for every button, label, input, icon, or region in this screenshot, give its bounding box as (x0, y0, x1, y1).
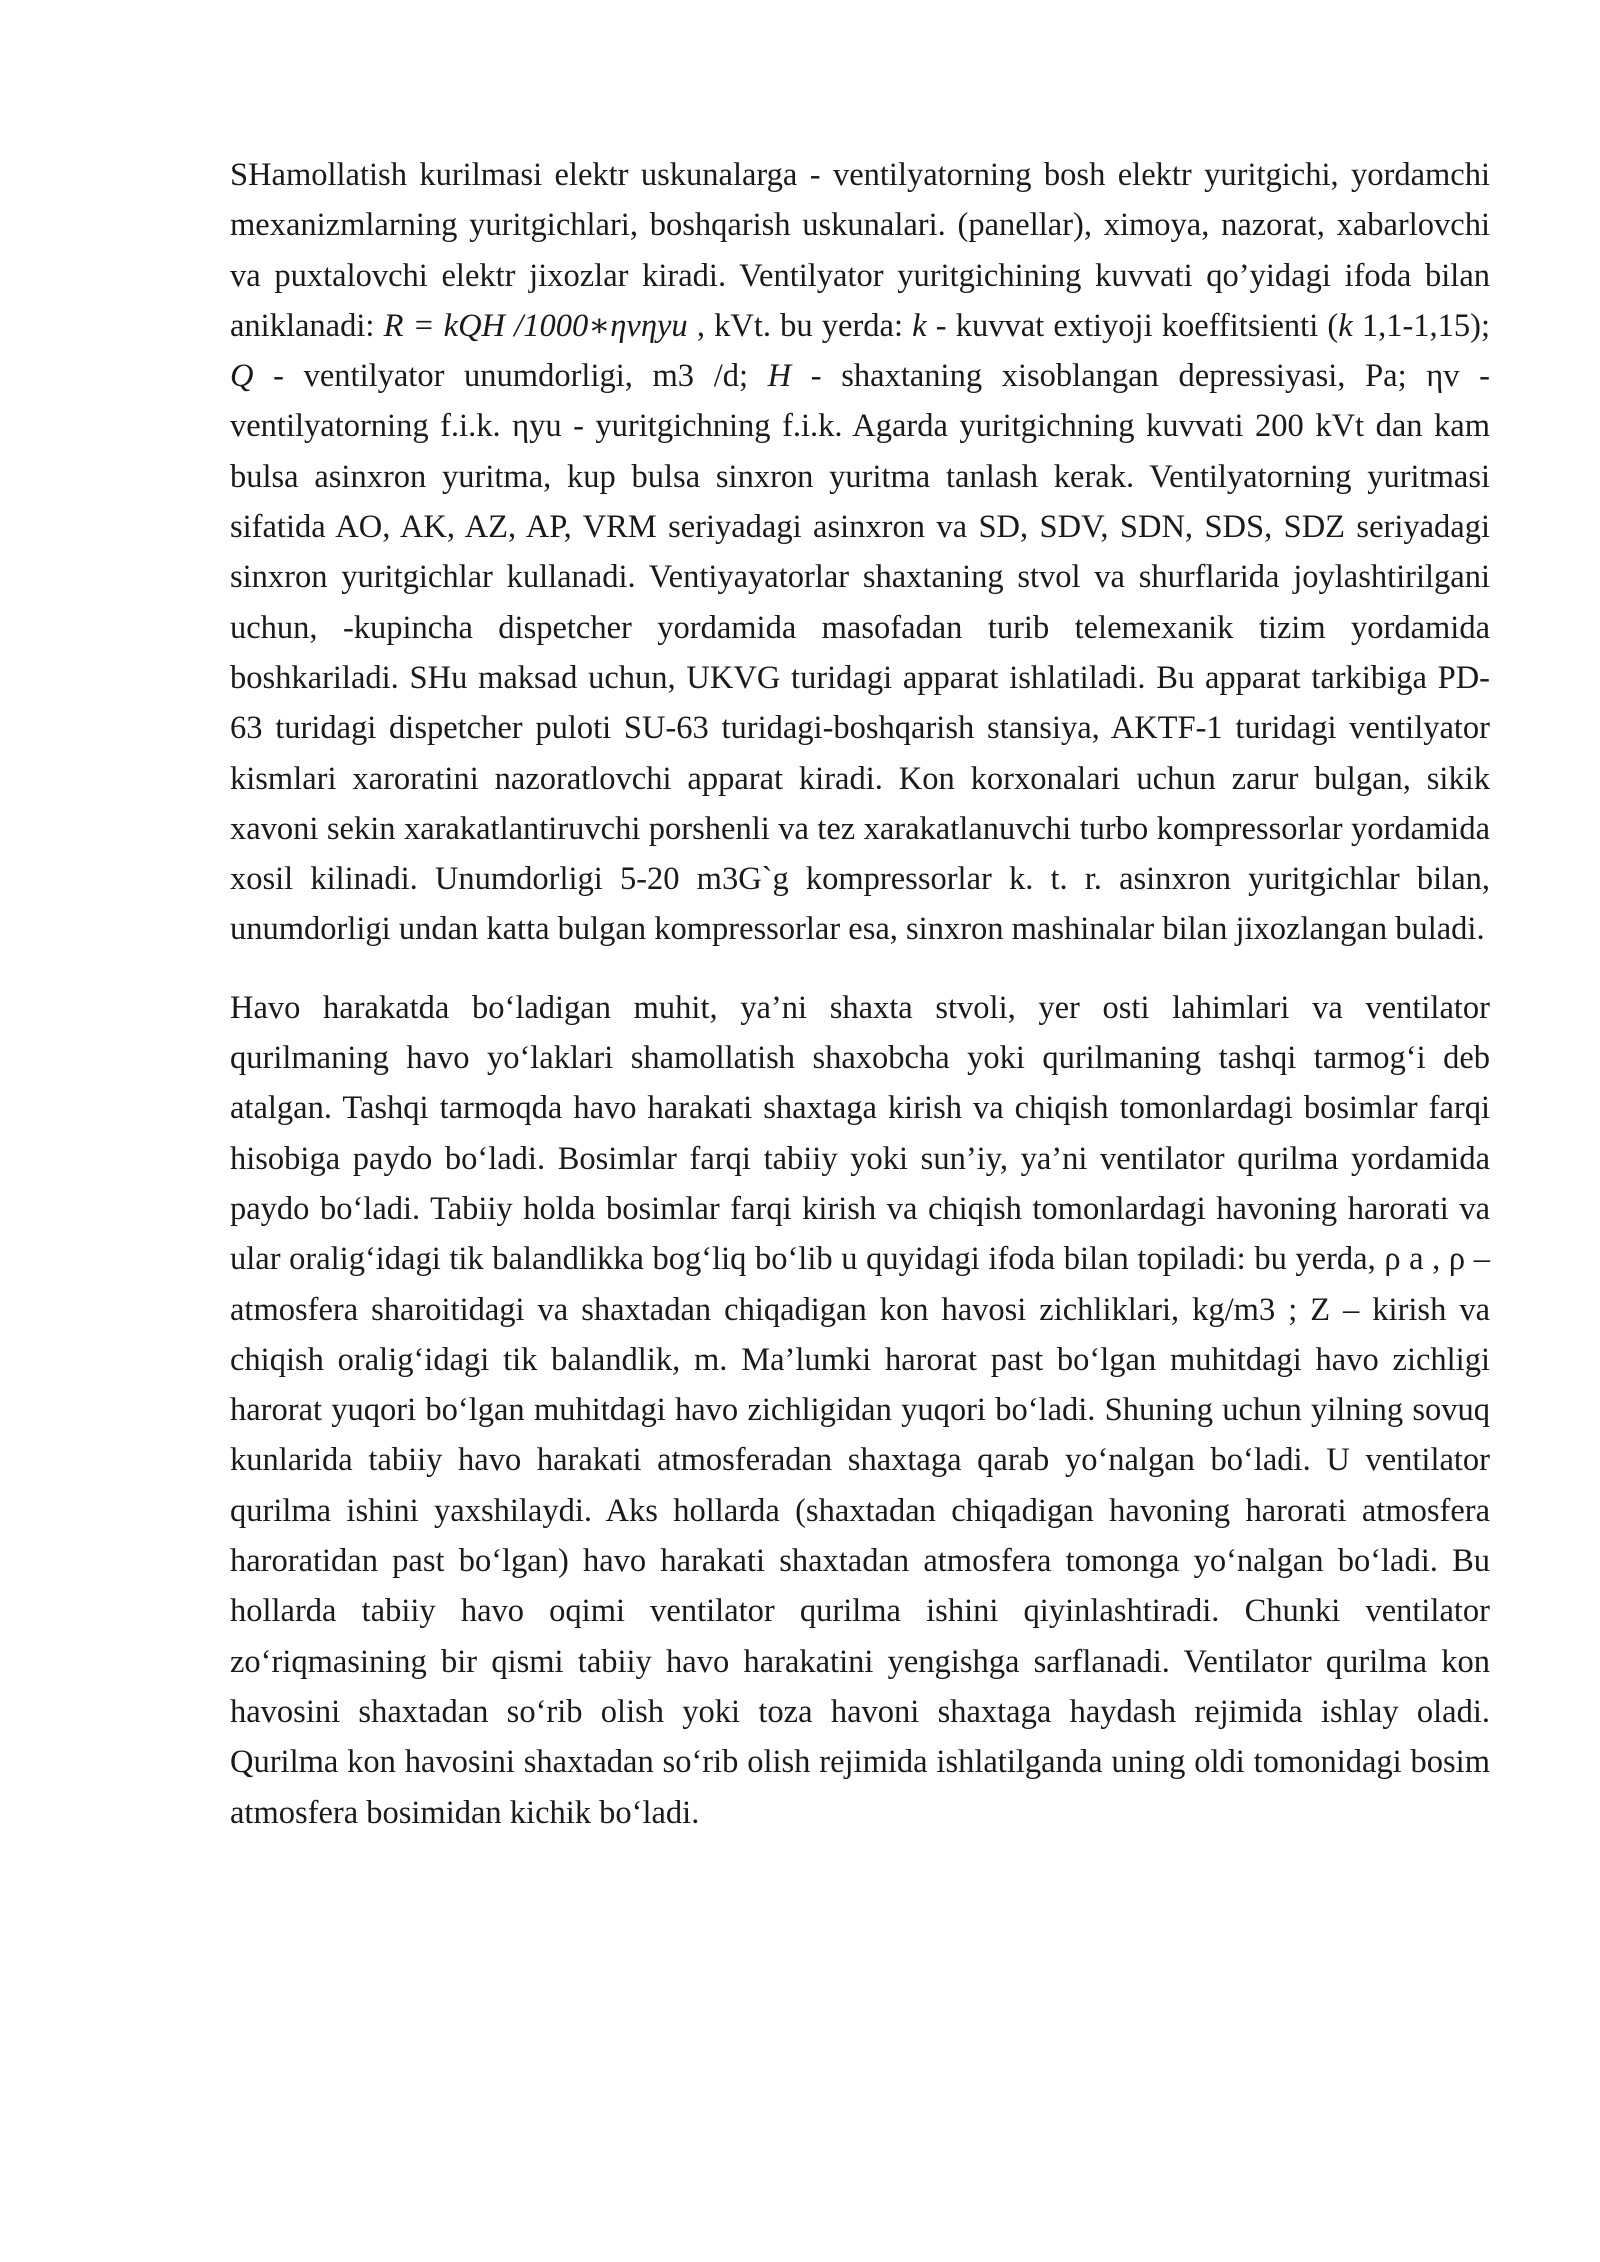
document-page (230, 150, 1490, 1838)
text-run: , kVt. bu yerda: (687, 307, 913, 344)
text-run: 1,1-1,15); (1352, 307, 1490, 344)
text-run: - shaxtaning xisoblangan depressiyasi, Pa; ηv - ventilyatorning f.i.k. ηyu - yuritgichning f.i.k. Agarda yuritgichning kuvvati 200 kVt dan kam bulsa asinxron yuritma, kup bulsa sinxron yuritma tanlash kerak. Ventilyatorning yuritmasi sifatida AO, AK, AZ, AP, VRM seriyadagi asinxron va SD, SDV, SDN, SDS, SDZ seriyadagi sinxron yuritgichlar kullanadi. Ventiyayatorlar shaxtaning stvol va shurflarida joylashtirilgani uchun, -kupincha dispetcher yordamida masofadan turib telemexanik tizim yordamida boshkariladi. SHu maksad uchun, UKVG turidagi apparat ishlatiladi. Bu apparat tarkibiga PD-63 turidagi dispetcher puloti SU-63 turidagi-boshqarish stansiya, AKTF-1 turidagi ventilyator kismlari xaroratini nazoratlovchi apparat kiradi. Kon korxonalari uchun zarur bulgan, sikik xavoni sekin xarakatlantiruvchi porshenli va tez xarakatlanuvchi turbo kompressorlar yordamida xosil kilinadi. Unumdorligi 5-20 m3G`g kompressorlar k. t. r. asinxron yuritgichlar bilan, unumdorligi undan katta bulgan kompressorlar esa, sinxron mashinalar bilan jixozlangan buladi. (230, 358, 1490, 948)
math-symbol-h: H (767, 358, 792, 395)
math-symbol-q: Q (230, 358, 254, 395)
paragraph-ventilator-drive (230, 150, 1490, 955)
power-formula: R = kQH /1000∗ηvηyu (383, 307, 688, 344)
math-symbol-k: k (912, 307, 927, 344)
text-run: - kuvvat extiyoji koeffitsienti ( (926, 307, 1339, 344)
math-symbol-k: k (1338, 307, 1353, 344)
text-run: - ventilyator unumdorligi, m3 /d; (253, 358, 768, 395)
paragraph-natural-draught: Havo harakatda bo‘ladigan muhit, ya’ni shaxta stvoli, yer osti lahimlari va ventilator qurilmaning havo yo‘laklari shamollatish shaxobcha yoki qurilmaning tashqi tarmog‘i deb atalgan. Tashqi tarmoqda havo harakati shaxtaga kirish va chiqish tomonlardagi bosimlar farqi hisobiga paydo bo‘ladi. Bosimlar farqi tabiiy yoki sun’iy, ya’ni ventilator qurilma yordamida paydo bo‘ladi. Tabiiy holda bosimlar farqi kirish va chiqish tomonlardagi havoning harorati va ular oralig‘idagi tik balandlikka bog‘liq bo‘lib u quyidagi ifoda bilan topiladi: bu yerda, ρ a , ρ – atmosfera sharoitidagi va shaxtadan chiqadigan kon havosi zichliklari, kg/m3 ; Z – kirish va chiqish oralig‘idagi tik balandlik, m. Ma’lumki harorat past bo‘lgan muhitdagi havo zichligi harorat yuqori bo‘lgan muhitdagi havo zichligidan yuqori bo‘ladi. Shuning uchun yilning sovuq kunlarida tabiiy havo harakati atmosferadan shaxtaga qarab yo‘nalgan bo‘ladi. U ventilator qurilma ishini yaxshilaydi. Aks hollarda (shaxtadan chiqadigan havoning harorati atmosfera haroratidan past bo‘lgan) havo harakati shaxtadan atmosfera tomonga yo‘nalgan bo‘ladi. Bu hollarda tabiiy havo oqimi ventilator qurilma ishini qiyinlashtiradi. Chunki ventilator zo‘riqmasining bir qismi tabiiy havo harakatini yengishga sarflanadi. Ventilator qurilma kon havosini shaxtadan so‘rib olish yoki toza havoni shaxtaga haydash rejimida ishlay oladi. Qurilma kon havosini shaxtadan so‘rib olish rejimida ishlatilganda uning oldi tomonidagi bosim atmosfera bosimidan kichik bo‘ladi. (230, 989, 1490, 1831)
text-run: SHamollatish kurilmasi elektr uskunalarga - ventilyatorning bosh elektr yuritgichi, yordamchi mexanizmlarning yuritgichlari, boshqarish uskunalari. (panellar), ximoya, nazorat, xabarlovchi va puxtalovchi elektr jixozlar kiradi. Ventilyator yuritgichining kuvvati qo’yidagi ifoda bilan aniklanadi: (230, 157, 1490, 344)
